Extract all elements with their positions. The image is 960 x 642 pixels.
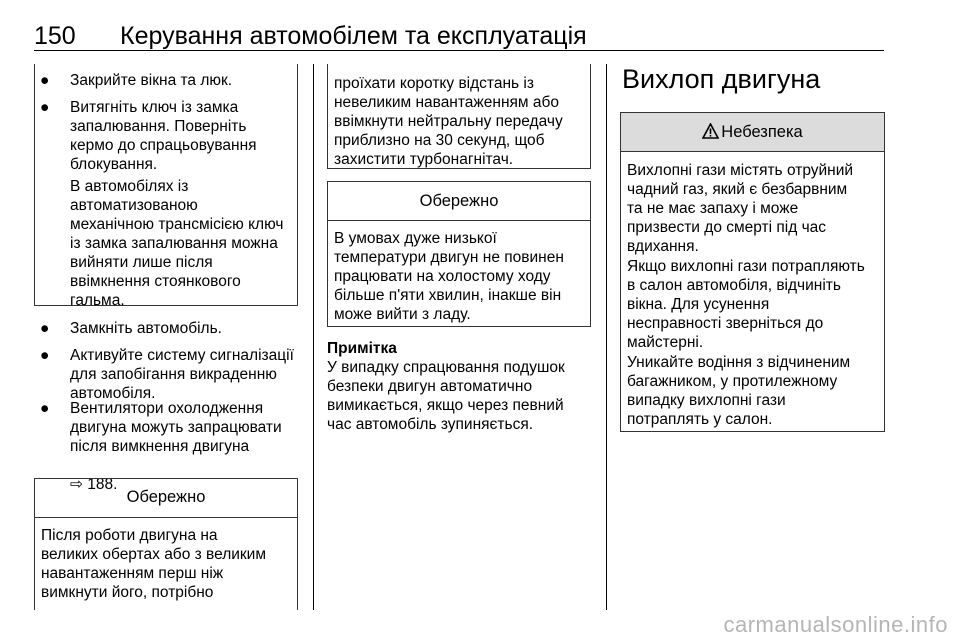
bullet-icon: ● — [40, 347, 50, 364]
danger-title: Небезпека — [721, 123, 803, 141]
column-divider — [606, 64, 607, 610]
warning-triangle-icon — [702, 115, 719, 153]
page-number: 150 — [34, 22, 76, 50]
bullet-icon: ● — [40, 72, 50, 89]
caution-box — [34, 478, 298, 610]
danger-text: Якщо вихлопні гази потрапляють в салон автомобіля, відчиніть вікна. Для усунення несправності зверніться до майстерні. — [627, 258, 865, 351]
reference-arrow-icon: ⇨ — [70, 476, 83, 493]
note-text: У випадку спрацювання подушок безпеки двигун автоматично вимикається, якщо через певний час автомобіль зупиняється. — [327, 359, 565, 433]
caution-title: Обережно — [328, 182, 590, 221]
reference-page: 188. — [83, 476, 118, 493]
bullet-icon: ● — [40, 99, 50, 116]
page-title: Керування автомобілем та експлуатація — [120, 22, 587, 50]
watermark: carmanualsonline.info — [723, 612, 948, 637]
caution-box — [327, 181, 591, 327]
paragraph: В автомобілях із автоматизованою механічною трансмісією ключ із замка запалювання можна вийняти лише після ввімкнення стоянкового гальма. — [70, 178, 284, 309]
bullet-icon: ● — [40, 400, 50, 417]
column-divider — [313, 64, 314, 610]
caution-text: В умовах дуже низької температури двигун не повинен працювати на холостому ходу більше п'яти хвилин, інакше він може вийти з ладу. — [334, 230, 564, 323]
danger-text: Вихлопні гази містять отруйний чадний газ, який є безбарвним та не має запаху і може призвести до смерті під час вдихання. — [627, 162, 854, 255]
caution-title: Обережно — [35, 479, 297, 518]
header-rule — [34, 50, 884, 51]
note-title: Примітка — [327, 340, 397, 357]
danger-box — [620, 112, 885, 432]
danger-text: Уникайте водіння з відчиненим багажником, у протилежному випадку вихлопні гази потраплять у салон. — [627, 354, 851, 428]
continued-box — [327, 64, 591, 169]
caution-text: Після роботи двигуна на великих обертах або з великим навантаженням перш ніж вимкнути його, потрібно — [41, 527, 266, 601]
section-title: Вихлоп двигуна — [622, 64, 821, 94]
caution-continued-text: проїхати коротку відстань із невеликим навантаженням або ввімкнути нейтральну передачу приблизно на 30 секунд, щоб захистити турбонагнітач. — [334, 75, 563, 168]
danger-header — [621, 113, 884, 152]
bullet-icon: ● — [40, 320, 50, 337]
